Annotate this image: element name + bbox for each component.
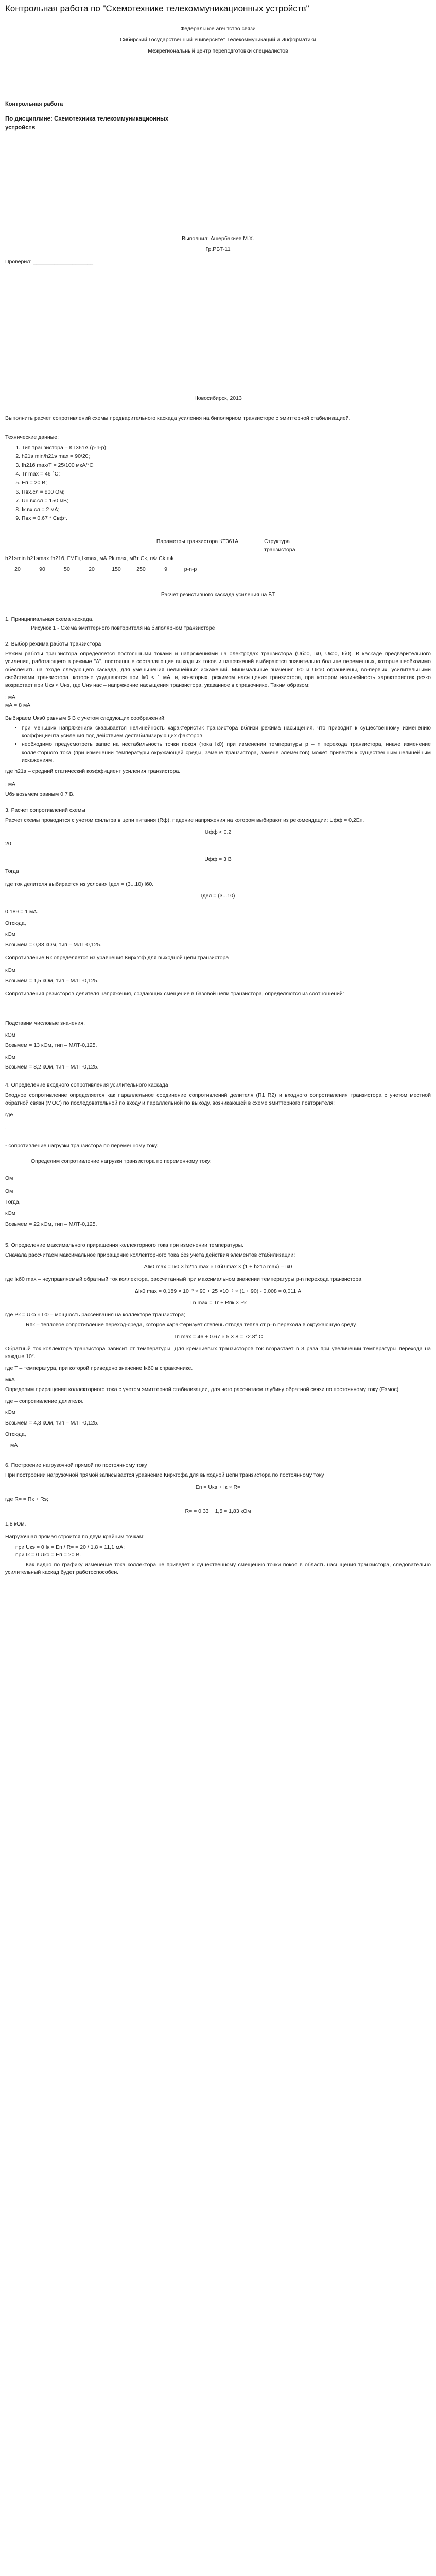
formula: Iдел = (3...10) xyxy=(201,893,235,900)
formula: R= = 0,33 + 1,5 = 1,83 кОм xyxy=(185,1507,251,1514)
load-point: при Iк = 0 Uкэ = Eп = 20 В. xyxy=(15,1551,81,1558)
heading-control-work: Контрольная работа xyxy=(5,100,63,107)
tech-item: 4. Tг max = 46 °С; xyxy=(22,470,431,478)
s3-paragraph: где ток делителя выбирается из условия Iдел = (3...10) Iб0. xyxy=(5,881,154,888)
formula: Tп max = 46 + 0.67 × 5 × 8 = 72.8° С xyxy=(173,1333,263,1340)
unit-line: кОм xyxy=(5,930,15,937)
s2-title: 2. Выбор режима работы транзистора xyxy=(5,641,101,647)
s5-paragraph: где Iкб0 max – неуправляемый обратный ток коллектора, рассчитанный при максимальном значении температуры p-n перехода транзистора xyxy=(5,1276,362,1282)
s5-paragraph: где – сопротивление делителя. xyxy=(5,1398,84,1404)
s6-paragraph: Как видно по графику изменение тока коллектора не приведет к существенному смещению точки покоя в область насыщения транзистора, следовательно усилительный каскад будет работоспособен. xyxy=(5,1562,431,1576)
s2-paragraph: Выбираем Uкэ0 равным 5 В с учетом следующих соображений: xyxy=(5,715,166,721)
unit-line: кОм xyxy=(5,967,15,973)
formula: Eп = Uкэ + Iк × R= xyxy=(195,1484,241,1490)
tech-item: 5. Eп = 20 В; xyxy=(22,479,431,487)
formula: Uфф < 0.2 xyxy=(204,829,232,836)
s5-title: 5. Определение максимального приращения коллекторного тока при изменении температуры. xyxy=(5,1242,244,1248)
s4-paragraph: Входное сопротивление определяется как параллельное соединение сопротивлений делителя (R1 R2) и входного сопротивления транзистора с учетом местной обратной связи (МОС) по последовательной по входу и параллельной по выходу, возникающей в схеме эмиттерного повторителя: xyxy=(5,1092,431,1106)
unit-line: кОм xyxy=(5,1032,15,1039)
param-value: 9 xyxy=(164,566,167,573)
figure-caption: Рисунок 1 - Схема эмиттерного повторителя на биполярном транзисторе xyxy=(31,624,215,631)
group: Гр.РБТ-11 xyxy=(205,246,231,253)
text-line: Тогда xyxy=(5,868,19,874)
checked-by: Проверил: ____________________ xyxy=(5,258,93,265)
s2-line: мА = 8 мА xyxy=(5,702,31,708)
structure-label: Структура транзистора xyxy=(264,538,295,553)
calc-title: Расчет резистивного каскада усиления на БТ xyxy=(161,591,275,598)
s5-paragraph: где Pк = Uкэ × Iк0 – мощность рассеивания на коллекторе транзистора; xyxy=(5,1312,185,1318)
formula: ΔIк0 max = Iк0 × h21э max × Iкб0 max × (1 + h21э max) – Iк0 xyxy=(144,1264,292,1270)
s6-paragraph: Нагрузочная прямая строится по двум крайним точкам: xyxy=(5,1534,145,1540)
param-value: 250 xyxy=(136,566,146,573)
text-line: Отсюда, xyxy=(5,1431,26,1437)
value-line: 0,189 = 1 мА. xyxy=(5,909,39,916)
text-line: где xyxy=(5,1111,13,1118)
params-table xyxy=(5,538,431,573)
done-by: Выполнил: Ашербакиев М.Х. xyxy=(182,235,254,242)
heading-discipline: По дисциплине: Схемотехника телекоммуникационных устройств xyxy=(5,115,169,131)
s4-paragraph: - сопротивление нагрузки транзистора по переменному току. xyxy=(5,1143,159,1149)
s3-title: 3. Расчет сопротивлений схемы xyxy=(5,807,85,814)
s2-bullet: • необходимо предусмотреть запас на нестабильность точки покоя (тока Iк0) при изменении температуры p – n перехода транзистора, иначе изменение коллекторного тока (при изменении температуры окружающей среды, замене транзистора, замене элементов) может привести к существенным нелинейным искажениям. xyxy=(22,741,431,765)
s3-paragraph: Сопротивления резисторов делителя напряжения, создающих смещение в базовой цепи транзистора, определяются из соотношений: xyxy=(5,991,344,997)
resistor-choice: Возьмем = 4,3 кОм, тип – МЛТ-0,125. xyxy=(5,1420,99,1427)
tech-list xyxy=(14,444,431,523)
formula: ΔIк0 max = 0,189 × 10⁻³ × 90 + 25 ×10⁻⁶ × (1 + 90) - 0,008 = 0,011 А xyxy=(134,1287,302,1294)
page-title: Контрольная работа по "Схемотехнике телекоммуникационных устройств" xyxy=(5,4,309,13)
s2-line: ; мА, xyxy=(5,694,17,701)
org-agency: Федеральное агентство связи xyxy=(180,26,256,32)
city-year: Новосибирск, 2013 xyxy=(194,395,242,401)
org-center: Межрегиональный центр переподготовки специалистов xyxy=(148,47,288,54)
params-header: h21эmin h21эmax fh21б, ГМГц Ikmax, мА Pk.max, мВт Ck, пФ Ck пФ xyxy=(5,555,174,562)
unit-line: кОм xyxy=(5,1409,15,1416)
tech-item: 2. h21э min/h21э max = 90/20; xyxy=(22,453,431,461)
unit-line: Ом xyxy=(5,1175,13,1181)
s5-paragraph: Rпк – тепловое сопротивление переход-среда, которое характеризует степень отвода тепла от p–n перехода в окружающую среду. xyxy=(26,1321,357,1328)
tech-item: 3. fh21б max/Т = 25/100 мкА/°С; xyxy=(22,462,431,469)
resistor-choice: Возьмем = 8,2 кОм, тип – МЛТ-0,125. xyxy=(5,1064,99,1071)
unit-line: мкА xyxy=(5,1376,15,1383)
s6-title: 6. Построение нагрузочной прямой по постоянному току xyxy=(5,1462,147,1469)
s4-paragraph: Определим сопротивление нагрузки транзистора по переменному току: xyxy=(31,1158,212,1164)
org-university: Сибирский Государственный Университет Телекоммуникаций и Информатики xyxy=(120,37,316,43)
text-line: где R= = Rк + Rэ; xyxy=(5,1496,48,1502)
formula: Uфф = 3 В xyxy=(204,856,232,862)
resistor-choice: Возьмем = 0,33 кОм, тип – МЛТ-0,125. xyxy=(5,942,102,948)
text-line: Тогда, xyxy=(5,1199,21,1206)
s1-title: 1. Принципиальная схема каскада. xyxy=(5,616,94,622)
s2-bullets xyxy=(14,724,431,765)
tech-title: Технические данные: xyxy=(5,434,59,441)
s2-bullet: • при меньших напряжениях сказывается нелинейность характеристик транзистора вблизи режима насыщения, что приводит к существенному изменению коэффициента усиления под действием дестабилизирующих факторов. xyxy=(22,724,431,740)
tech-item: 1. Тип транзистора – КТ361А (p-n-p); xyxy=(22,444,431,452)
s2-line: Uбэ возьмем равным 0,7 В. xyxy=(5,791,75,798)
value-line: 1,8 кОм. xyxy=(5,1521,26,1528)
tech-item: 9. Rвх = 0.67 * Свфт. xyxy=(22,515,431,522)
author-block xyxy=(5,235,431,253)
s5-paragraph: Определим приращение коллекторного тока с учетом эмиттерной стабилизации, для чего рассчитаем глубину обратной связи по постоянному току (Fэмос) xyxy=(5,1386,399,1393)
param-value: p-n-p xyxy=(184,566,197,573)
s5-paragraph: Сначала рассчитаем максимальное приращение коллекторного тока без учета действия элементов стабилизации: xyxy=(5,1252,295,1259)
s2-paragraph: где h21э – средний статический коэффициент усиления транзистора. xyxy=(5,768,181,775)
s2-paragraph: Режим работы транзистора определяется постоянными токами и напряжениями на электродах транзистора (Uбэ0, Iк0, Uкэ0, Iб0). В каскаде предварительного усиления, работающего в режиме "А", постоянные составляющие выходных токов и напряжений выбираются значительно больше переменных, которые необходимо обеспечить на входе следующего каскада, для уменьшения нелинейных искажений. Минимальные значения Iк0 и Uкэ0 ограничены, во-первых, усилительными свойствами транзистора, которые ухудшаются при Iк0 < 1 мА, и, во-вторых, режимом насыщения транзистора, при котором нелинейность характеристик резко возрастает при Uкэ < Uнэ, где Uнэ нас – напряжение насыщения транзистора, указанное в справочнике. Таким образом: xyxy=(5,651,431,689)
tech-item: 8. Iк.вх.сл = 2 мА; xyxy=(22,506,431,514)
s3-paragraph: Сопротивление Rк определяется из уравнения Кирхгоф для выходной цепи транзистора xyxy=(5,955,229,961)
param-value: 90 xyxy=(39,566,45,573)
tech-item: 7. Uн.вх.сл = 150 мВ; xyxy=(22,497,431,505)
param-value: 20 xyxy=(89,566,95,573)
text-line: ; xyxy=(5,1127,7,1133)
task-text: Выполнить расчет сопротивлений схемы предварительного каскада усиления на биполярном транзисторе с эмиттерной стабилизацией. xyxy=(5,415,351,422)
text-line: Отсюда, xyxy=(5,920,26,926)
s3-paragraph: Подставим числовые значения. xyxy=(5,1020,85,1027)
unit-line: Ом xyxy=(5,1188,13,1195)
s5-paragraph: где T – температура, при которой приведено значение Iкб0 в справочнике. xyxy=(5,1365,193,1372)
s2-line: ; мА xyxy=(5,781,16,788)
s6-paragraph: При построении нагрузочной прямой записывается уравнение Кирхгофа для выходной цепи транзистора по постоянному току xyxy=(5,1472,324,1479)
unit-line: кОм xyxy=(5,1054,15,1060)
s3-paragraph: Расчет схемы проводится с учетом фильтра в цепи питания (Rф). падение напряжения на котором выбирают из рекомендации: Uфф = 0,2Eп. xyxy=(5,817,364,823)
tech-item: 6. Rвх.сл = 800 Ом; xyxy=(22,488,431,496)
resistor-choice: Возьмем = 13 кОм, тип – МЛТ-0,125. xyxy=(5,1042,97,1048)
resistor-choice: Возьмем = 22 кОм, тип – МЛТ-0,125. xyxy=(5,1221,97,1227)
param-value: 50 xyxy=(64,566,70,573)
load-point: при Uкэ = 0 Iк = Eп / R= = 20 / 1,8 = 11,1 мА; xyxy=(15,1544,125,1550)
value-line: 20 xyxy=(5,841,11,848)
param-value: 20 xyxy=(14,566,21,573)
resistor-choice: Возьмем = 1,5 кОм, тип – МЛТ-0,125. xyxy=(5,977,99,984)
formula: Tn max = Tг + Rпк × Pк xyxy=(189,1300,247,1307)
params-label: Параметры транзистора КТ361А xyxy=(156,538,239,545)
param-value: 150 xyxy=(112,566,121,573)
s5-paragraph: Обратный ток коллектора транзистора зависит от температуры. Для кремниевых транзисторов ток возрастает в 3 раза при увеличении температуры перехода на каждые 10°. xyxy=(5,1345,431,1360)
params-values xyxy=(5,566,431,573)
unit-line: кОм xyxy=(5,1210,15,1216)
unit-line: мА xyxy=(10,1442,18,1448)
org-block xyxy=(5,25,431,55)
s4-title: 4. Определение входного сопротивления усилительного каскада xyxy=(5,1082,168,1089)
